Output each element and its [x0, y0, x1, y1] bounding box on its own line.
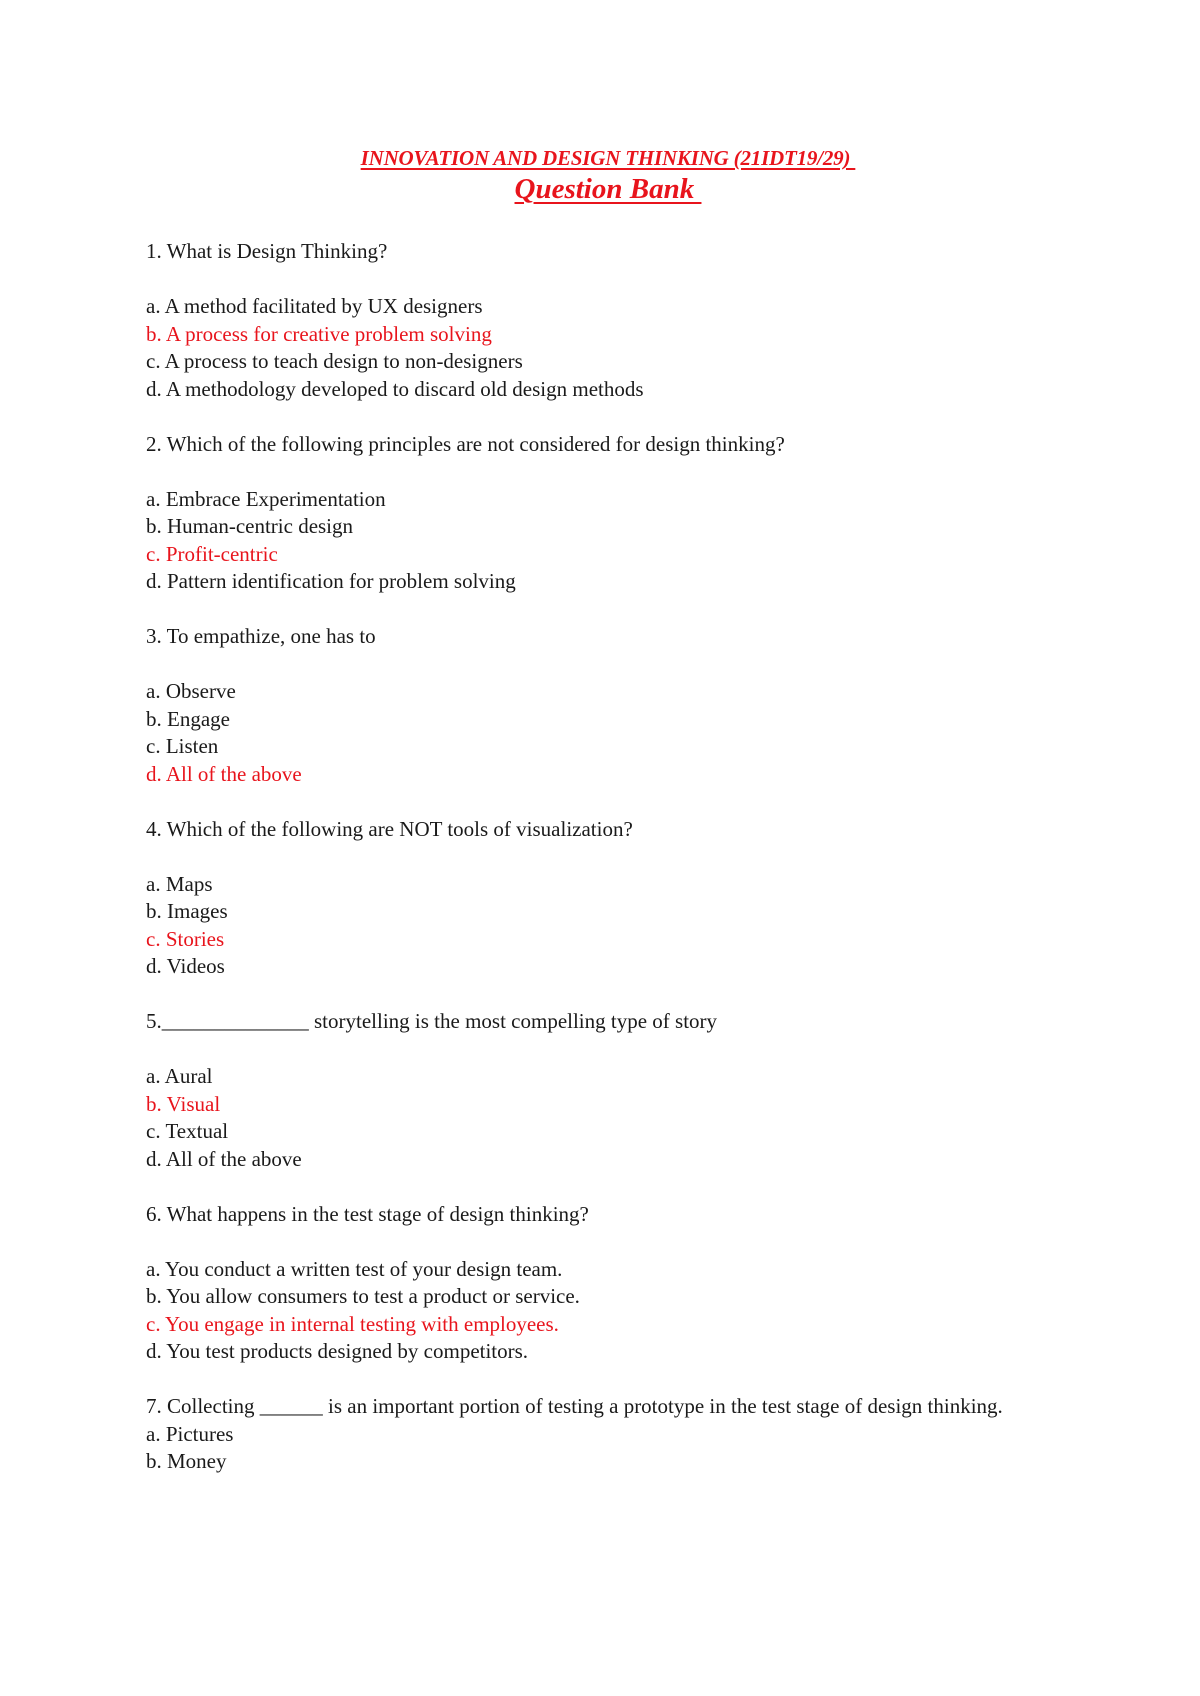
- question-2: [146, 431, 1046, 596]
- question-text: 6. What happens in the test stage of design thinking?: [146, 1201, 589, 1226]
- answer-option: c. Textual: [146, 1119, 229, 1143]
- answer-option: c. A process to teach design to non-designers: [146, 349, 523, 373]
- answer-option-correct: b. Visual: [146, 1091, 221, 1116]
- question-7: [146, 1393, 1046, 1476]
- question-3: [146, 623, 1046, 788]
- answer-option-correct: b. A process for creative problem solving: [146, 321, 492, 346]
- answer-option: c. Listen: [146, 734, 219, 758]
- answer-option: d. A methodology developed to discard old design methods: [146, 376, 644, 401]
- answer-option: a. Observe: [146, 679, 236, 703]
- question-text: 1. What is Design Thinking?: [146, 239, 388, 263]
- answer-option: b. Images: [146, 899, 228, 923]
- answer-option: a. Aural: [146, 1064, 213, 1088]
- question-text: 7. Collecting ______ is an important portion of testing a prototype in the test stage of design thinking.: [146, 1394, 1003, 1418]
- answer-option: d. All of the above: [146, 1146, 302, 1171]
- answer-option-correct: c. Stories: [146, 926, 225, 951]
- answer-option: d. You test products designed by competitors.: [146, 1339, 529, 1363]
- question-4: [146, 816, 1046, 981]
- document-subtitle: Question Bank: [514, 173, 702, 205]
- document-title: INNOVATION AND DESIGN THINKING (21IDT19/29): [360, 146, 856, 170]
- answer-option-correct: c. You engage in internal testing with employees.: [146, 1311, 559, 1336]
- answer-option: a. You conduct a written test of your design team.: [146, 1256, 563, 1281]
- question-text: 5.______________ storytelling is the most compelling type of story: [146, 1009, 718, 1033]
- question-1: [146, 238, 1046, 403]
- answer-option-correct: d. All of the above: [146, 761, 302, 786]
- question-text: 2. Which of the following principles are not considered for design thinking?: [146, 431, 785, 456]
- answer-option: b. Human-centric design: [146, 514, 354, 538]
- answer-option-correct: c. Profit-centric: [146, 541, 278, 566]
- answer-option: a. A method facilitated by UX designers: [146, 294, 483, 318]
- question-5: [146, 1008, 1046, 1173]
- answer-option: b. Money: [146, 1449, 227, 1473]
- answer-option: b. You allow consumers to test a product or service.: [146, 1284, 580, 1308]
- answer-option: a. Maps: [146, 871, 213, 896]
- question-text: 3. To empathize, one has to: [146, 624, 376, 648]
- document-header: [0, 146, 1200, 206]
- question-6: [146, 1201, 1046, 1366]
- question-text: 4. Which of the following are NOT tools of visualization?: [146, 816, 633, 841]
- answer-option: a. Pictures: [146, 1421, 234, 1446]
- question-list: [146, 238, 1046, 1503]
- answer-option: b. Engage: [146, 706, 230, 731]
- answer-option: a. Embrace Experimentation: [146, 486, 386, 511]
- answer-option: d. Videos: [146, 954, 225, 978]
- answer-option: d. Pattern identification for problem solving: [146, 569, 516, 593]
